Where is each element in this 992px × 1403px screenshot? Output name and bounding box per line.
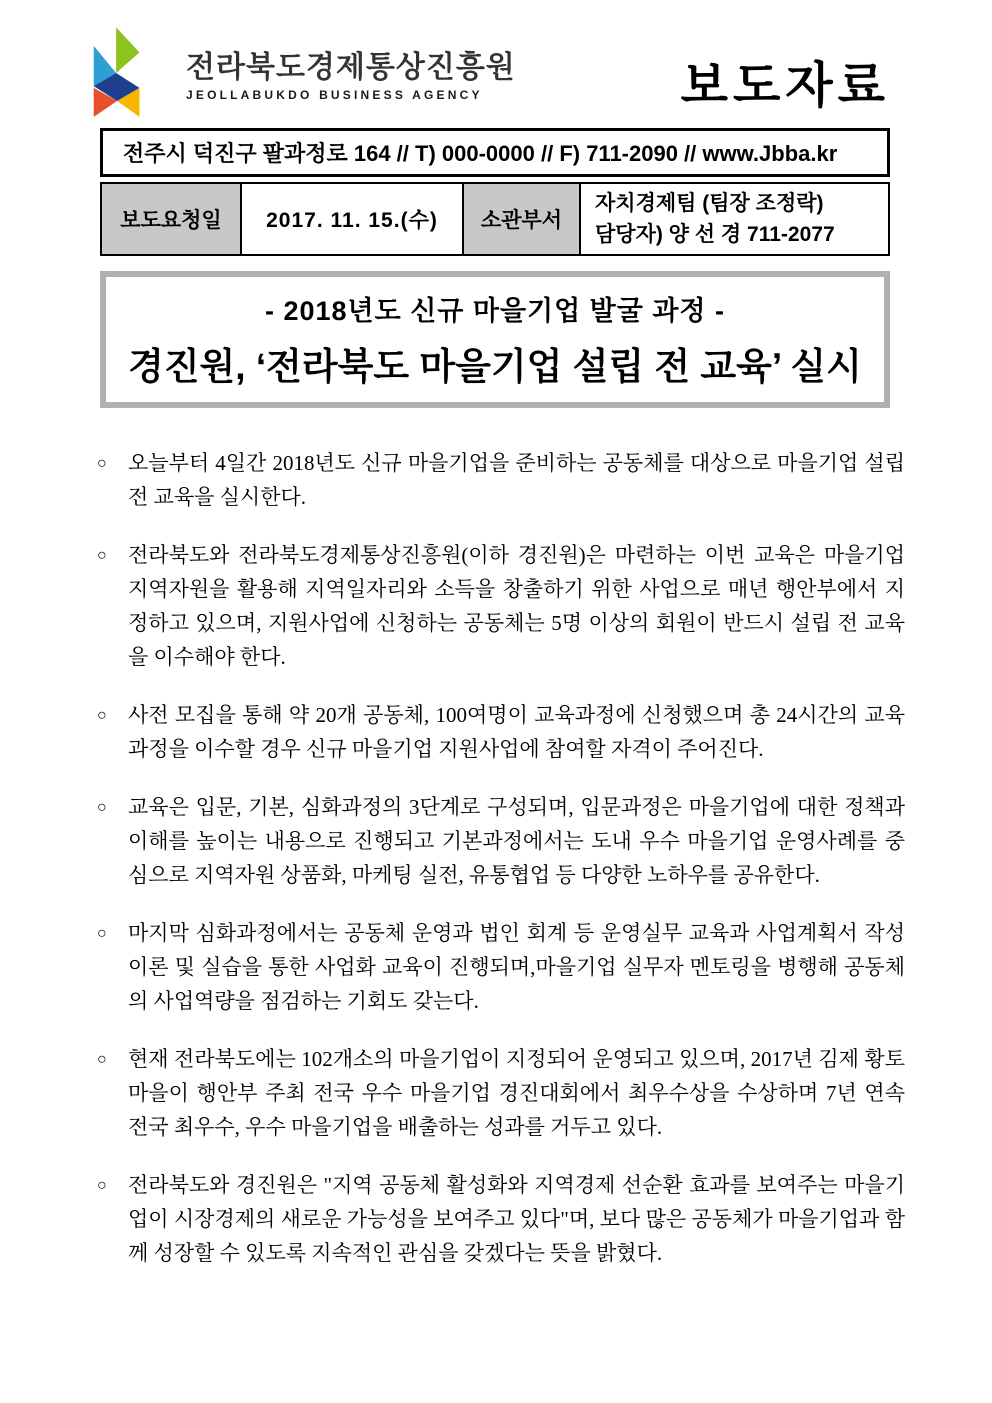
press-paragraph <box>97 790 905 892</box>
press-paragraph <box>97 538 905 674</box>
headline-title: 경진원, ‘전라북도 마을기업 설립 전 교육’ 실시 <box>128 346 862 387</box>
request-date-label-cell: 보도요청일 <box>101 183 241 255</box>
department-manager-line: 담당자) 양 선 경 711-2077 <box>595 223 835 246</box>
paragraph-text: 전라북도와 전라북도경제통상진흥원(이하 경진원)은 마련하는 이번 교육은 마을기업 지역자원을 활용해 지역일자리와 소득을 창출하기 위한 사업으로 매년 행안부에서 지정하고 있으며, 지원사업에 신청하는 공동체는 5명 이상의 회원이 반드시 설립 전 교육을 이수해야 한다. <box>128 543 905 669</box>
agency-logo <box>90 25 516 121</box>
circle-bullet-icon: ○ <box>97 455 107 472</box>
headline-subtitle: - 2018년도 신규 마을기업 발굴 과정 - <box>264 296 726 326</box>
request-date-value-cell: 2017. 11. 15.(수) <box>241 183 463 255</box>
press-info-row <box>101 183 889 255</box>
press-paragraph <box>97 916 905 1018</box>
document-type-title: 보도자료 <box>680 59 890 113</box>
paragraph-text: 오늘부터 4일간 2018년도 신규 마을기업을 준비하는 공동체를 대상으로 마을기업 설립 전 교육을 실시한다. <box>128 451 905 509</box>
agency-name-korean: 전라북도경제통상진흥원 <box>186 51 516 84</box>
agency-address-bar: 전주시 덕진구 팔과정로 164 // T) 000-0000 // F) 711-2090 // www.Jbba.kr <box>100 128 890 177</box>
circle-bullet-icon: ○ <box>97 707 107 724</box>
paragraph-text: 마지막 심화과정에서는 공동체 운영과 법인 회계 등 운영실무 교육과 사업계획서 작성 이론 및 실습을 통한 사업화 교육이 진행되며,마을기업 실무자 멘토링을 병행해 공동체의 사업역량을 점검하는 기회도 갖는다. <box>128 921 905 1013</box>
headline-box <box>100 271 890 408</box>
press-paragraph <box>97 698 905 766</box>
paragraph-text: 전라북도와 경진원은 "지역 공동체 활성화와 지역경제 선순환 효과를 보여주는 마을기업이 시장경제의 새로운 가능성을 보여주고 있다"며, 보다 많은 공동체가 마을기업과 함께 성장할 수 있도록 지속적인 관심을 갖겠다는 뜻을 밝혔다. <box>128 1173 905 1265</box>
agency-logo-text <box>186 51 516 102</box>
agency-logo-icon <box>90 25 146 121</box>
press-body <box>97 446 905 1270</box>
circle-bullet-icon: ○ <box>97 1177 107 1194</box>
department-label-cell: 소관부서 <box>463 183 580 255</box>
department-contact-cell <box>580 183 889 255</box>
page-header <box>90 25 890 122</box>
circle-bullet-icon: ○ <box>97 1051 107 1068</box>
agency-name-english: JEOLLABUKDO BUSINESS AGENCY <box>186 88 483 102</box>
press-paragraph <box>97 446 905 514</box>
circle-bullet-icon: ○ <box>97 799 107 816</box>
press-info-table <box>100 182 890 256</box>
paragraph-text: 현재 전라북도에는 102개소의 마을기업이 지정되어 운영되고 있으며, 2017년 김제 황토마을이 행안부 주최 전국 우수 마을기업 경진대회에서 최우수상을 수상하며 7년 연속 전국 최우수, 우수 마을기업을 배출하는 성과를 거두고 있다. <box>128 1047 905 1139</box>
department-team-line: 자치경제팀 (팀장 조정락) <box>595 192 824 215</box>
paragraph-text: 사전 모집을 통해 약 20개 공동체, 100여명이 교육과정에 신청했으며 총 24시간의 교육과정을 이수할 경우 신규 마을기업 지원사업에 참여할 자격이 주어진다. <box>128 703 905 761</box>
press-paragraph <box>97 1042 905 1144</box>
circle-bullet-icon: ○ <box>97 925 107 942</box>
circle-bullet-icon: ○ <box>97 547 107 564</box>
paragraph-text: 교육은 입문, 기본, 심화과정의 3단계로 구성되며, 입문과정은 마을기업에 대한 정책과 이해를 높이는 내용으로 진행되고 기본과정에서는 도내 우수 마을기업 운영사례를 중심으로 지역자원 상품화, 마케팅 실전, 유통협업 등 다양한 노하우를 공유한다. <box>128 795 905 887</box>
press-paragraph <box>97 1168 905 1270</box>
